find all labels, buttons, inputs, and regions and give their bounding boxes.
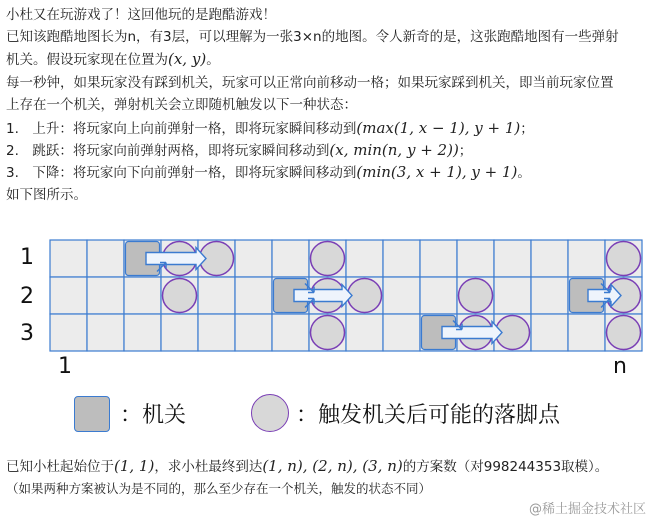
position-math: (x, y) bbox=[168, 50, 207, 68]
grid-cell bbox=[531, 314, 568, 351]
figure-caption-text: 如下图所示。 bbox=[6, 187, 87, 203]
grid-cell bbox=[494, 240, 531, 277]
grid-cell bbox=[383, 277, 420, 314]
grid-cell bbox=[198, 314, 235, 351]
grid-cell bbox=[420, 240, 457, 277]
title-text: 小杜又在玩游戏了！这回他玩的是跑酷游戏！ bbox=[6, 7, 276, 23]
grid-cell bbox=[494, 277, 531, 314]
grid-cell bbox=[272, 314, 309, 351]
grid-cell bbox=[87, 240, 124, 277]
note-text: （如果两种方案被认为是不同的，那么至少存在一个机关，触发的状态不同） bbox=[6, 481, 432, 496]
landing-circle bbox=[311, 316, 345, 350]
question-text-1: 已知小杜起始位于 bbox=[6, 459, 114, 475]
grid-cell bbox=[198, 277, 235, 314]
col-label-start: 1 bbox=[58, 354, 72, 379]
grid-cell bbox=[50, 277, 87, 314]
grid-cell bbox=[457, 240, 494, 277]
grid-cell bbox=[50, 314, 87, 351]
grid-cell bbox=[235, 314, 272, 351]
grid-cell bbox=[568, 314, 605, 351]
grid-cell bbox=[124, 314, 161, 351]
row-label-1: 1 bbox=[20, 245, 34, 270]
question-line bbox=[6, 455, 608, 478]
grid-cell bbox=[346, 240, 383, 277]
grid-cell bbox=[531, 240, 568, 277]
state-down-end: 。 bbox=[517, 165, 531, 181]
landing-circle bbox=[163, 279, 197, 313]
grid-cell bbox=[87, 277, 124, 314]
state-jump-math: (x, min(n, y + 2)) bbox=[329, 141, 459, 159]
note-line bbox=[6, 478, 431, 500]
targets-math: (1, n), (2, n), (3, n) bbox=[262, 457, 403, 475]
col-label-end: n bbox=[613, 354, 627, 379]
landing-circle bbox=[607, 316, 641, 350]
watermark: @稀土掘金技术社区 bbox=[528, 502, 646, 517]
state-jump-end: ； bbox=[458, 143, 473, 159]
state-up-text: 1. 上升：将玩家向上向前弹射一格，即将玩家瞬间移动到 bbox=[6, 121, 357, 137]
grid-cell bbox=[124, 277, 161, 314]
state-up-math: (max(1, x − 1), y + 1) bbox=[356, 119, 521, 137]
state-up-end: ； bbox=[520, 121, 534, 137]
grid-cell bbox=[346, 314, 383, 351]
legend-landing-label: ：触发机关后可能的落脚点 bbox=[296, 403, 561, 428]
grid-cell bbox=[272, 240, 309, 277]
grid-cell bbox=[161, 314, 198, 351]
landing-circle bbox=[459, 279, 493, 313]
grid-cell bbox=[235, 240, 272, 277]
row-label-3: 3 bbox=[20, 321, 34, 346]
grid-cell bbox=[235, 277, 272, 314]
grid-cell bbox=[531, 277, 568, 314]
state-down-text: 3. 下降：将玩家向下向前弹射一格，即将玩家瞬间移动到 bbox=[6, 165, 357, 181]
question-text-2: ，求小杜最终到达 bbox=[154, 459, 263, 475]
legend-landing-icon bbox=[251, 394, 289, 432]
legend-trap-label: ：机关 bbox=[120, 403, 187, 428]
desc-text-1: 已知该跑酷地图长为n，有3层，可以理解为一张3×n的地图。令人新奇的是，这张跑酷地图有一些弹射 bbox=[6, 29, 619, 45]
start-math: (1, 1) bbox=[114, 457, 155, 475]
grid-cell bbox=[568, 240, 605, 277]
legend-trap-icon bbox=[74, 396, 110, 432]
grid-cell bbox=[383, 314, 420, 351]
row-label-2: 2 bbox=[20, 284, 34, 309]
rule-text-2: 上存在一个机关，弹射机关会立即随机触发以下一种状态： bbox=[6, 97, 357, 113]
landing-circle bbox=[311, 242, 345, 276]
desc-text-2: 机关。假设玩家现在位置为 bbox=[6, 52, 168, 68]
state-jump-text: 2. 跳跃：将玩家向前弹射两格，即将玩家瞬间移动到 bbox=[6, 143, 330, 159]
grid-cell bbox=[420, 277, 457, 314]
rule-text-1: 每一秒钟，如果玩家没有踩到机关，玩家可以正常向前移动一格；如果玩家踩到机关，即当前玩家位置 bbox=[6, 75, 614, 91]
grid-cell bbox=[87, 314, 124, 351]
landing-circle bbox=[607, 242, 641, 276]
desc-text-2-end: 。 bbox=[206, 52, 220, 68]
question-text-3: 的方案数（对998244353取模）。 bbox=[402, 459, 609, 475]
state-down-math: (min(3, x + 1), y + 1) bbox=[356, 163, 518, 181]
grid-cell bbox=[383, 240, 420, 277]
grid-cell bbox=[50, 240, 87, 277]
